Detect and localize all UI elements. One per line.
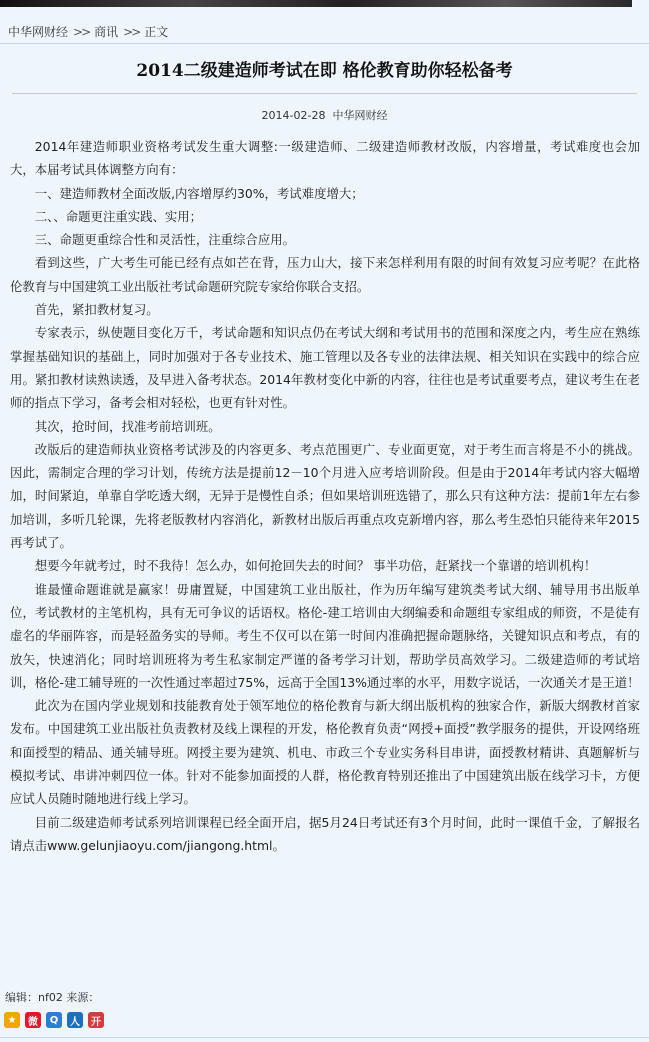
paragraph: 首先，紧扣教材复习。 xyxy=(34,302,159,318)
paragraph: 此次为在国内学业规划和技能教育处于领军地位的格伦教育与新大纲出版机构的独家合作，新版大纲教材首家发布。中国建筑工业出版社负责教材及线上课程的开发，格伦教育负责“网授+面授”教学服务的提供，开设网络班和面授型的精品、通关辅导班。网授主要为建筑、机电、市政三个专业实务科目串讲，面授教材精讲、真题解析与模拟考试、串讲冲刺四位一体。针对不能参加面授的人群，格伦教育特别还推出了中国建筑出版在线学习卡，方便应试人员随时随地进行线上学习。 xyxy=(10,698,640,807)
editor-label: 编辑： xyxy=(5,991,38,1004)
paragraph: 改版后的建造师执业资格考试涉及的内容更多、考点范围更广、专业面更宽，对于考生而言将是不小的挑战。因此，需制定合理的学习计划，传统方法是提前12－10个月进入应考培训阶段。但是由于2014年考试内容大幅增加，时间紧迫，单靠自学吃透大纲，无异于是慢性自杀；但如果培训班选错了，那么只有这种方法：提前1年左右参加培训，多听几轮课，先将老版教材内容消化，新教材出版后再重点攻克新增内容，那么考生恐怕只能待来年2015再考试了。 xyxy=(10,441,640,551)
paragraph: 一、建造师教材全面改版,内容增厚约30%，考试难度增大； xyxy=(34,185,364,201)
paragraph: 看到这些，广大考生可能已经有点如芒在背，压力山大，接下来怎样利用有限的时间有效复习应考呢？在此格伦教育与中国建筑工业出版社考试命题研究院专家给你联合支招。 xyxy=(10,255,640,294)
breadcrumb-section-link[interactable]: 商讯 xyxy=(94,25,119,39)
paragraph: 2014年建造师职业资格考试发生重大调整:一级建造师、二级建造师教材改版，内容增量，考试难度也会加大，本届考试具体调整方向有： xyxy=(10,139,640,178)
paragraph: 二、、命题更注重实践、实用； xyxy=(34,208,203,224)
breadcrumb-divider xyxy=(0,43,649,44)
source-label: 来源： xyxy=(66,991,100,1004)
article-meta xyxy=(0,108,649,124)
paragraph: 谁最懂命题谁就是赢家！毋庸置疑，中国建筑工业出版社，作为历年编写建筑类考试大纲、辅导用书出版单位，考试教材的主笔机构，具有无可争议的话语权。格伦-建工培训由大纲编委和命题组专家组成的师资，不是徒有虚名的华丽阵容，而是轻盈务实的导师。考生不仅可以在第一时间内准确把握命题脉络，关键知识点和考点，有的放矢，快速消化；同时培训班将为考生私家制定严谨的备考学习计划，帮助学员高效学习。二级建造师的考试培训，格伦-建工辅导班的一次性通过率超过75%，远高于全国13%通过率的水平，用数字说话，一次通关才是王道！ xyxy=(10,581,640,690)
paragraph: 专家表示，纵使题目变化万千，考试命题和知识点仍在考试大纲和考试用书的范围和深度之内，考生应在熟练掌握基础知识的基础上，同时加强对于各专业技术、施工管理以及各专业的法律法规、相关知识在实践中的综合应用。紧扣教材读熟读透，及早进入备考状态。2014年教材变化中新的内容，往往也是考试重要考点，建议考生在老师的指点下学习，备考会相对轻松，也更有针对性。 xyxy=(10,325,640,411)
title-divider xyxy=(12,93,637,94)
editor-line xyxy=(5,990,99,1006)
kaixin-icon[interactable]: 开 xyxy=(88,1012,104,1028)
breadcrumb xyxy=(0,22,649,42)
article-source: 中华网财经 xyxy=(332,109,388,122)
editor-name: nf02 xyxy=(38,991,63,1004)
breadcrumb-separator: >> xyxy=(123,25,140,39)
paragraph: 其次，抢时间，找准考前培训班。 xyxy=(34,418,221,434)
breadcrumb-separator: >> xyxy=(73,25,90,39)
breadcrumb-site-link[interactable]: 中华网财经 xyxy=(8,25,69,39)
article-body xyxy=(10,135,640,857)
weibo-icon[interactable]: 微 xyxy=(25,1012,41,1028)
bottom-divider xyxy=(0,1037,649,1038)
article-title: 2014二级建造师考试在即 格伦教育助你轻松备考 xyxy=(136,61,513,81)
paragraph: 想要今年就考过，时不我待！怎么办，如何抢回失去的时间？ 事半功倍，赶紧找一个靠谱的培训机构！ xyxy=(34,558,597,574)
paragraph: 三、命题更重综合性和灵活性，注重综合应用。 xyxy=(34,232,295,248)
share-bar xyxy=(4,1012,104,1028)
qzone-icon[interactable]: Q xyxy=(46,1012,62,1028)
top-banner-strip xyxy=(0,0,632,7)
breadcrumb-current: 正文 xyxy=(144,25,169,39)
article-date: 2014-02-28 xyxy=(261,109,326,122)
favorite-star-icon[interactable]: ★ xyxy=(4,1012,20,1028)
renren-icon[interactable]: 人 xyxy=(67,1012,83,1028)
paragraph: 目前二级建造师考试系列培训课程已经全面开启，据5月24日考试还有3个月时间，此时一课值千金，了解报名请点击www.gelunjiaoyu.com/jiangong.html。 xyxy=(10,814,640,853)
